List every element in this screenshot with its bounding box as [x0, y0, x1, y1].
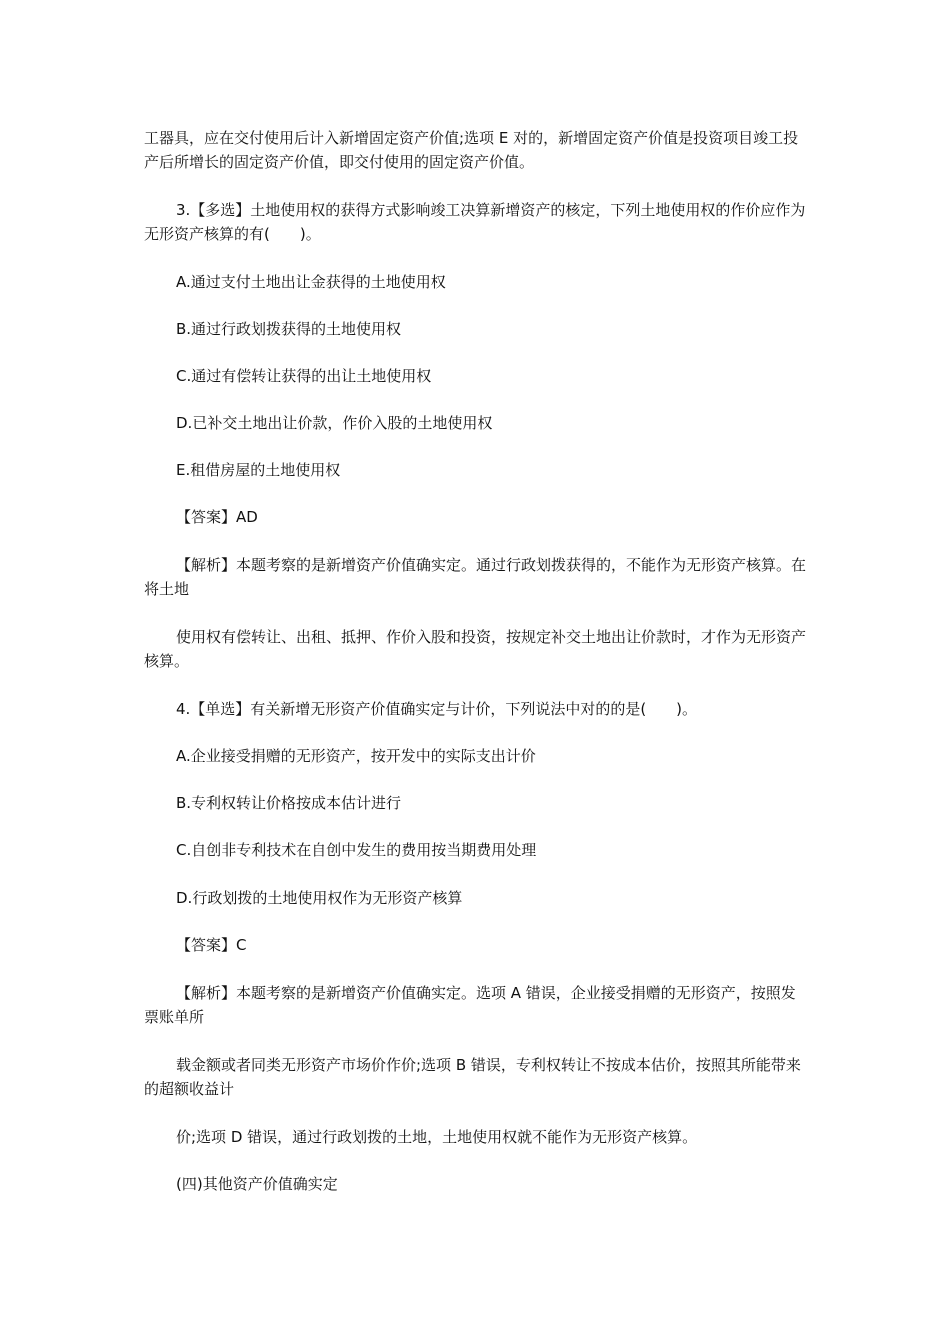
question-4-answer: 【答案】C	[176, 936, 247, 954]
paragraph-fixed-asset-note: 工器具，应在交付使用后计入新增固定资产价值;选项 E 对的，新增固定资产价值是投资项目竣工投产后所增长的固定资产价值，即交付使用的固定资产价值。	[144, 129, 799, 171]
question-3-option-d: D.已补交土地出让价款，作价入股的土地使用权	[176, 414, 493, 432]
question-3-answer: 【答案】AD	[176, 508, 258, 526]
question-4-option-b: B.专利权转让价格按成本估计进行	[176, 794, 402, 812]
question-4-analysis-part-2: 载金额或者同类无形资产市场价作价;选项 B 错误，专利权转让不按成本估价，按照其所能带来的超额收益计	[144, 1056, 801, 1098]
question-3-stem: 3.【多选】土地使用权的获得方式影响竣工决算新增资产的核定，下列土地使用权的作价应作为无形资产核算的有( )。	[144, 201, 806, 243]
question-4-analysis-part-3: 价;选项 D 错误，通过行政划拨的土地，土地使用权就不能作为无形资产核算。	[176, 1128, 698, 1146]
question-4-option-a: A.企业接受捐赠的无形资产，按开发中的实际支出计价	[176, 747, 536, 765]
question-4-option-c: C.自创非专利技术在自创中发生的费用按当期费用处理	[176, 841, 537, 859]
question-4-option-d: D.行政划拨的土地使用权作为无形资产核算	[176, 889, 463, 907]
question-3-option-b: B.通过行政划拨获得的土地使用权	[176, 320, 402, 338]
question-3-option-a: A.通过支付土地出让金获得的土地使用权	[176, 273, 446, 291]
question-3-analysis-part-2: 使用权有偿转让、出租、抵押、作价入股和投资，按规定补交土地出让价款时，才作为无形资产核算。	[144, 628, 807, 670]
question-4-stem: 4.【单选】有关新增无形资产价值确实定与计价，下列说法中对的的是( )。	[176, 700, 698, 718]
section-heading-other-assets: (四)其他资产价值确实定	[176, 1175, 338, 1193]
question-3-option-c: C.通过有偿转让获得的出让土地使用权	[176, 367, 432, 385]
question-4-analysis-part-1: 【解析】本题考察的是新增资产价值确实定。选项 A 错误，企业接受捐赠的无形资产，按照发票账单所	[144, 984, 796, 1026]
question-3-option-e: E.租借房屋的土地使用权	[176, 461, 341, 479]
question-3-analysis-part-1: 【解析】本题考察的是新增资产价值确实定。通过行政划拨获得的，不能作为无形资产核算。在将土地	[144, 556, 807, 598]
